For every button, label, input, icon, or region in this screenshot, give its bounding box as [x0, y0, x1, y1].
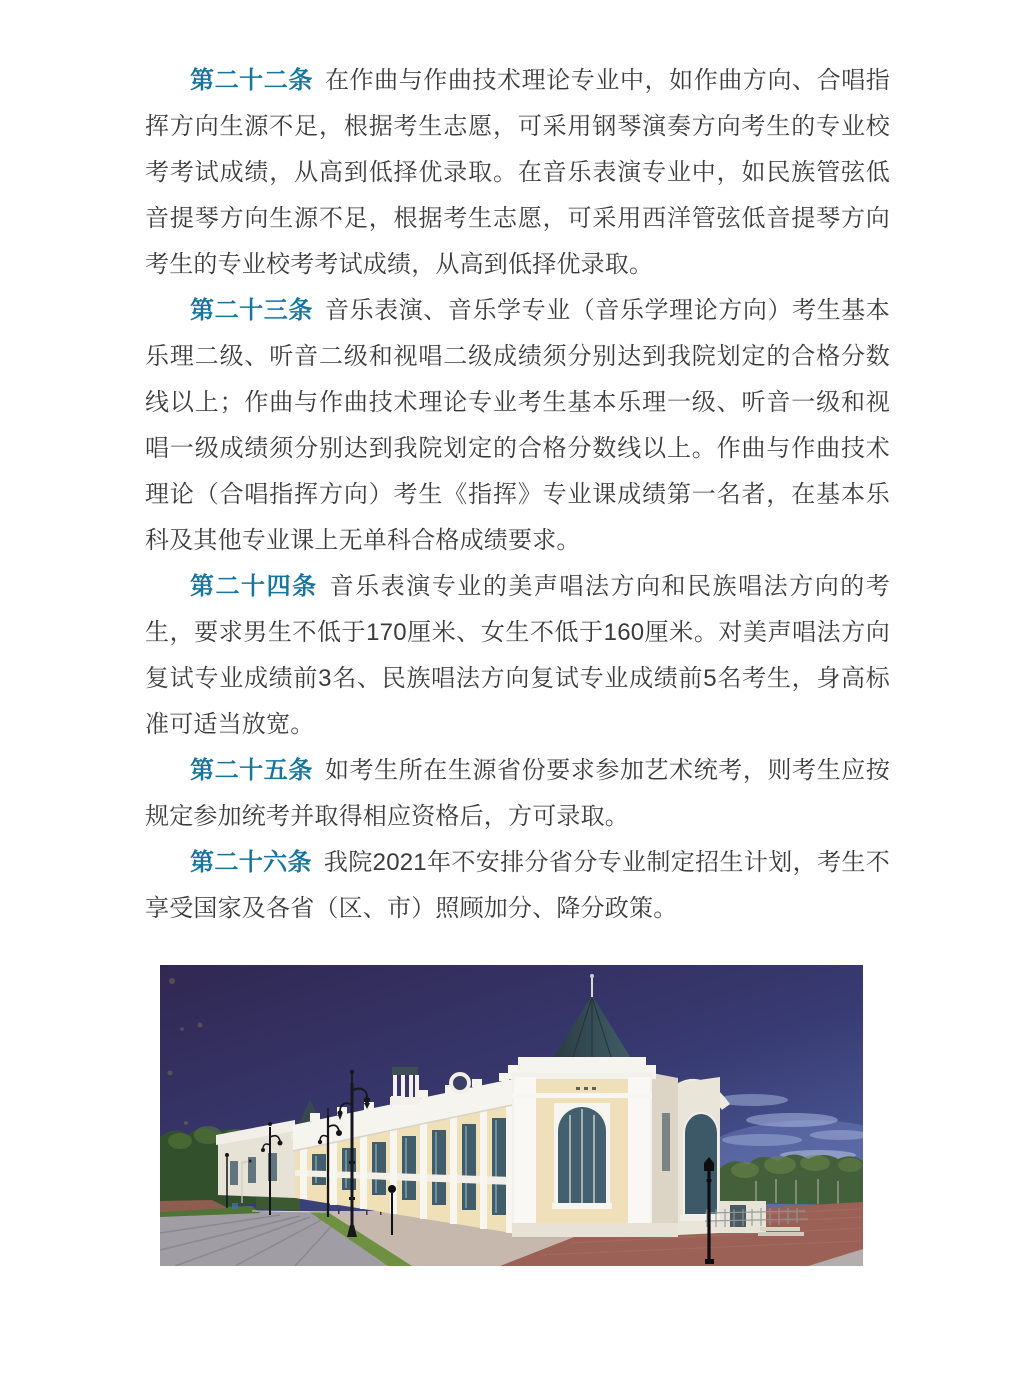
article-paragraph-22 — [145, 58, 890, 288]
article-paragraph-23 — [145, 288, 890, 564]
article-text-23: 音乐表演、音乐学专业（音乐学理论方向）考生基本乐理二级、听音二级和视唱二级成绩须分别达到我院划定的合格分数线以上；作曲与作曲技术理论专业考生基本乐理一级、听音一级和视唱一级成绩须分别达到我院划定的合格分数线以上。作曲与作曲技术理论（合唱指挥方向）考生《指挥》专业课成绩第一名者，在基本乐科及其他专业课上无单科合格成绩要求。 — [145, 297, 891, 554]
article-paragraph-25 — [145, 748, 890, 840]
article-number-25: 第二十五条 — [190, 757, 313, 784]
article-text-22: 在作曲与作曲技术理论专业中，如作曲方向、合唱指挥方向生源不足，根据考生志愿，可采用钢琴演奏方向考生的专业校考考试成绩，从高到低择优录取。在音乐表演专业中，如民族管弦低音提琴方向生源不足，根据考生志愿，可采用西洋管弦低音提琴方向考生的专业校考考试成绩，从高到低择优录取。 — [145, 67, 891, 278]
article-text-25: 如考生所在生源省份要求参加艺术统考，则考生应按规定参加统考并取得相应资格后，方可录取。 — [145, 757, 891, 830]
article-paragraph-26 — [145, 840, 890, 932]
campus-building-photo — [160, 965, 863, 1266]
article-number-24: 第二十四条 — [190, 573, 318, 600]
document-body — [145, 58, 890, 932]
article-number-26: 第二十六条 — [190, 849, 312, 876]
article-text-26: 我院2021年不安排分省分专业制定招生计划，考生不享受国家及各省（区、市）照顾加分、降分政策。 — [145, 849, 891, 922]
article-text-24: 音乐表演专业的美声唱法方向和民族唱法方向的考生，要求男生不低于170厘米、女生不低于160厘米。对美声唱法方向复试专业成绩前3名、民族唱法方向复试专业成绩前5名考生，身高标准可适当放宽。 — [145, 573, 890, 738]
article-paragraph-24 — [145, 564, 890, 748]
roof-oculus — [451, 1074, 469, 1092]
article-number-23: 第二十三条 — [190, 297, 313, 324]
article-number-22: 第二十二条 — [190, 67, 313, 94]
roof-cupola — [390, 1067, 420, 1105]
